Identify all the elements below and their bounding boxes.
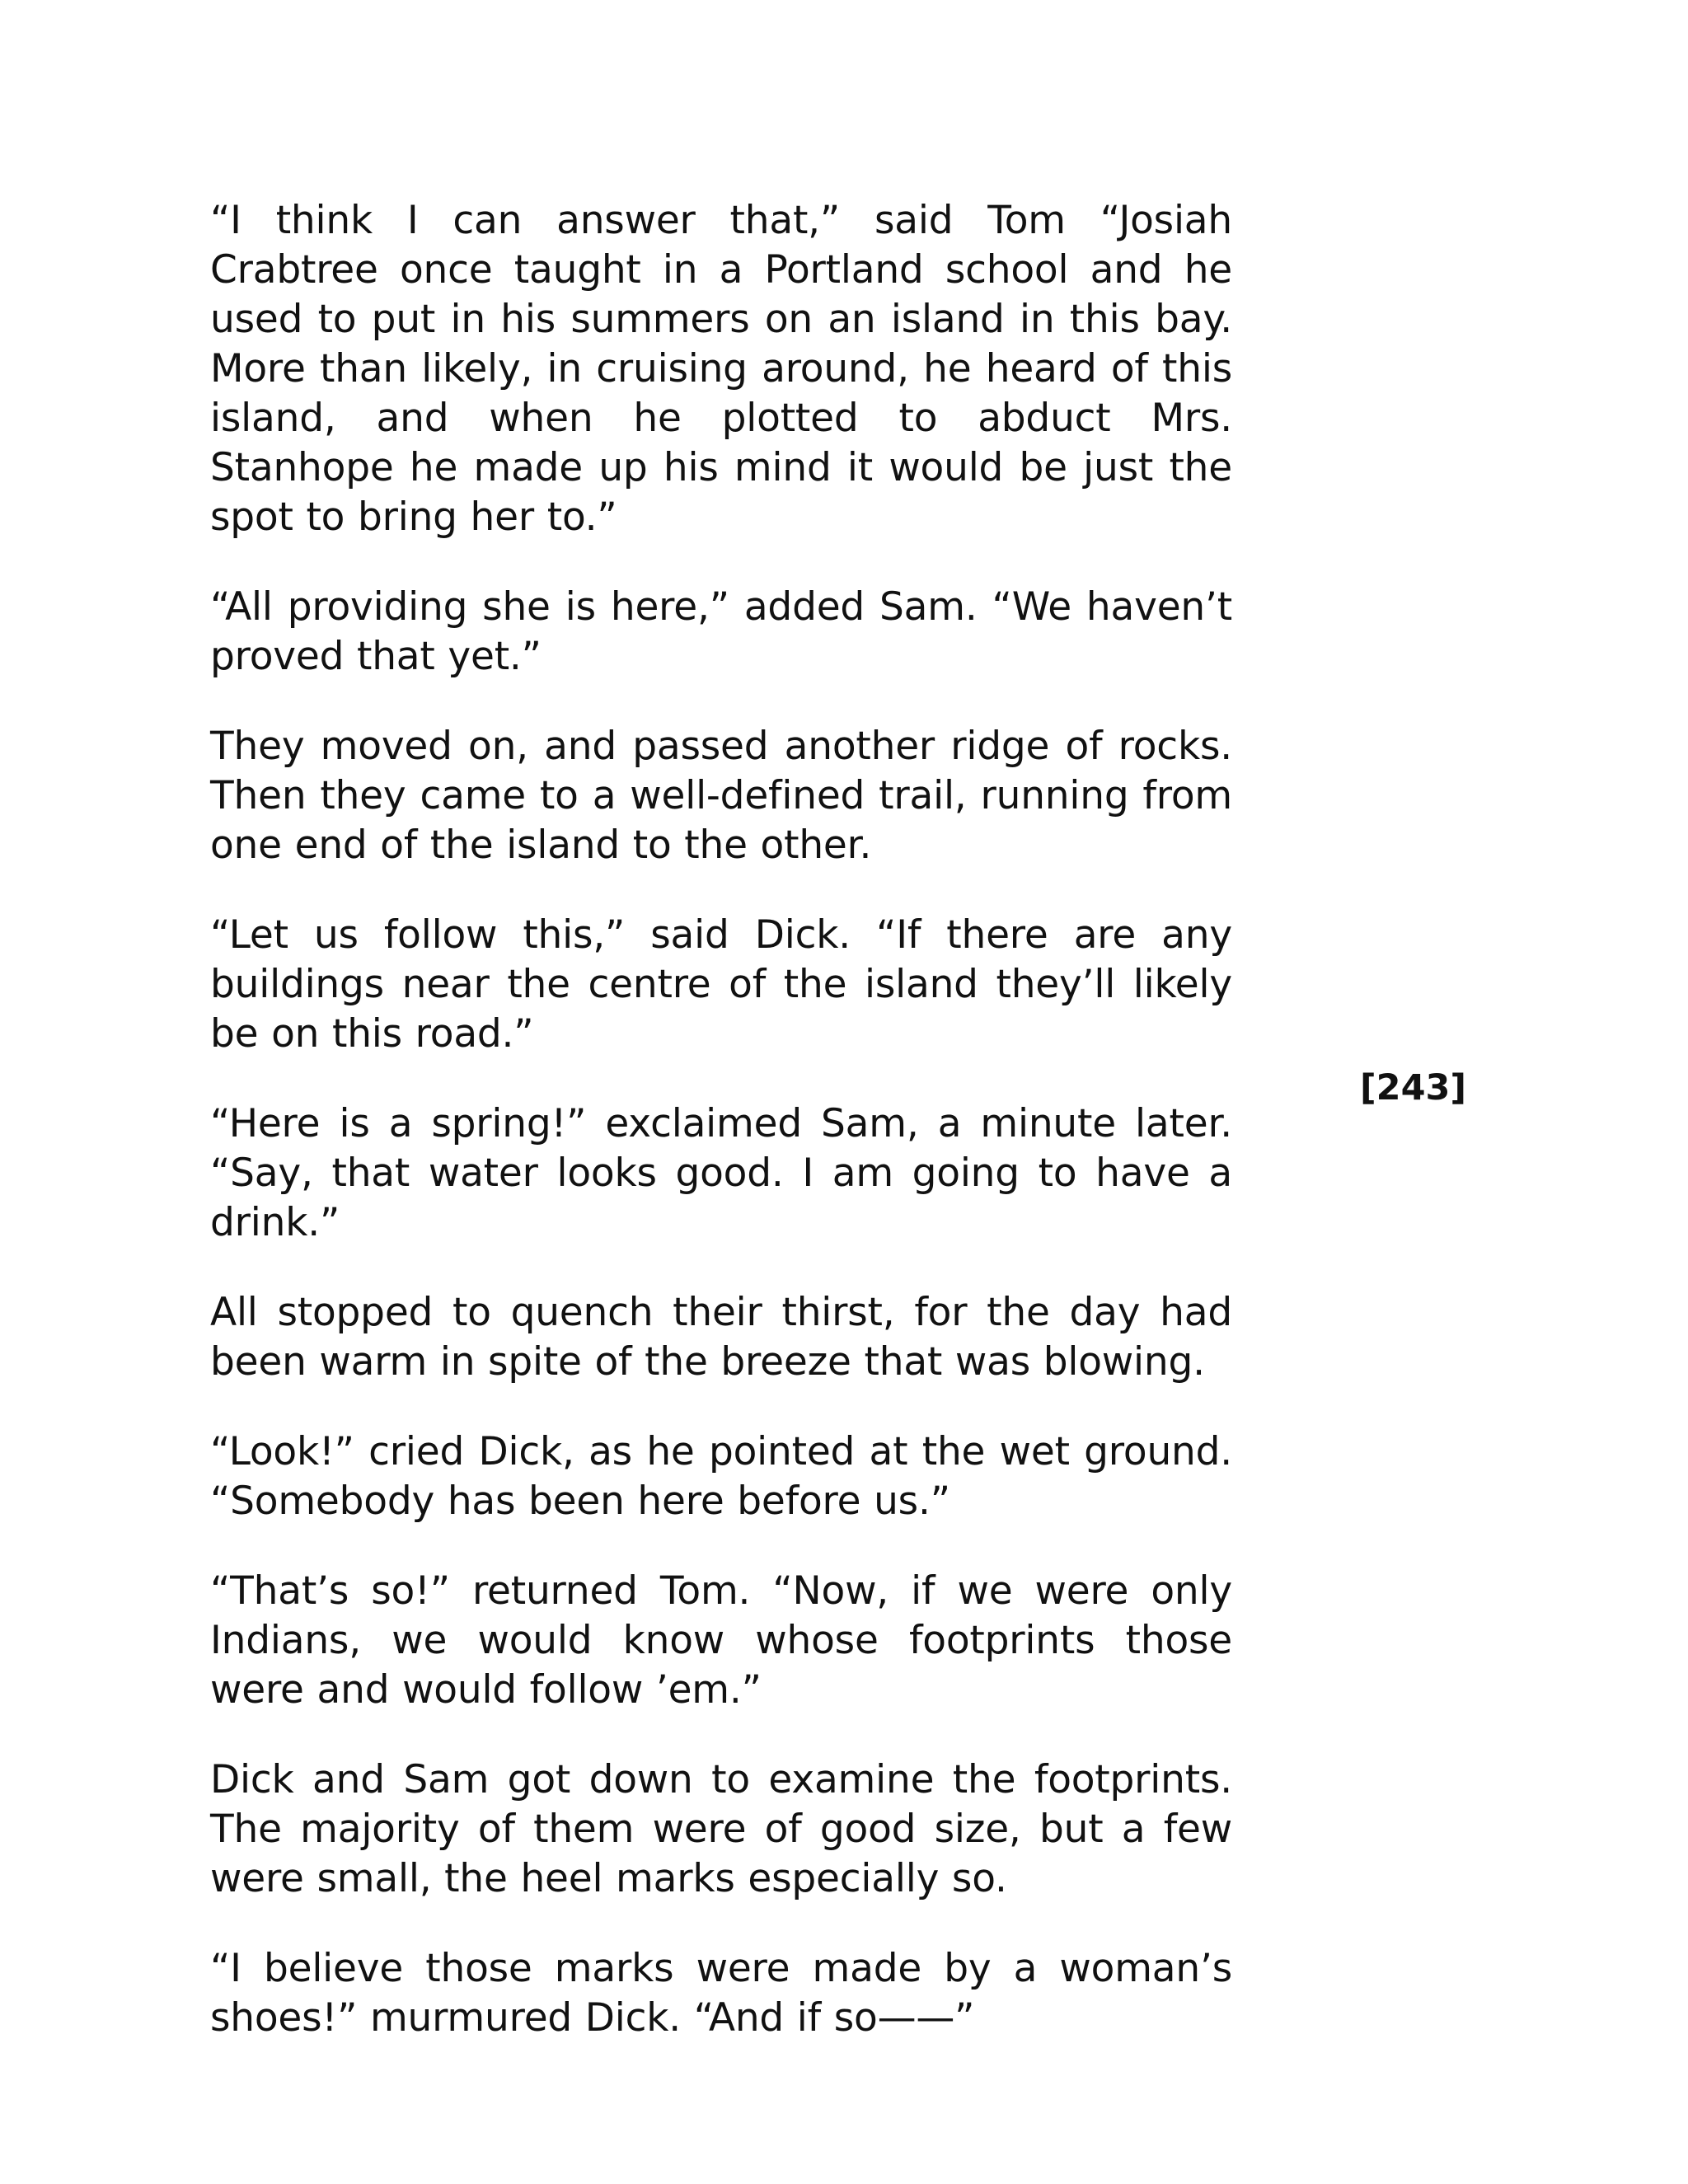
- paragraph: “That’s so!” returned Tom. “Now, if we were only Indians, we would know whose footprints those were and would follow ’em.”: [210, 1568, 1232, 1713]
- paragraph: “Let us follow this,” said Dick. “If there are any buildings near the centre of the island they’ll likely be on this road.”: [210, 912, 1232, 1057]
- paragraph: Dick and Sam got down to examine the footprints. The majority of them were of good size, but a few were small, the heel marks especially so.: [210, 1757, 1232, 1901]
- paragraph: “All providing she is here,” added Sam. “We haven’t proved that yet.”: [210, 584, 1232, 679]
- paragraph: “Here is a spring!” exclaimed Sam, a minute later. “Say, that water looks good. I am going to have a drink.”: [210, 1101, 1232, 1245]
- paragraph: “I believe those marks were made by a woman’s shoes!” murmured Dick. “And if so——”: [210, 1946, 1232, 2041]
- page-number: [243]: [1360, 1067, 1467, 1108]
- paragraph: They moved on, and passed another ridge of rocks. Then they came to a well-defined trail, running from one end of the island to the other.: [210, 724, 1232, 868]
- paragraph: “I think I can answer that,” said Tom “Josiah Crabtree once taught in a Portland school and he used to put in his summers on an island in this bay. More than likely, in cruising around, he heard of this island, and when he plotted to abduct Mrs. Stanhope he made up his mind it would be just the spot to bring her to.”: [210, 198, 1232, 540]
- paragraph: “Look!” cried Dick, as he pointed at the wet ground. “Somebody has been here before us.”: [210, 1429, 1232, 1524]
- body-text: [210, 196, 1232, 2083]
- paragraph: All stopped to quench their thirst, for the day had been warm in spite of the breeze that was blowing.: [210, 1290, 1232, 1385]
